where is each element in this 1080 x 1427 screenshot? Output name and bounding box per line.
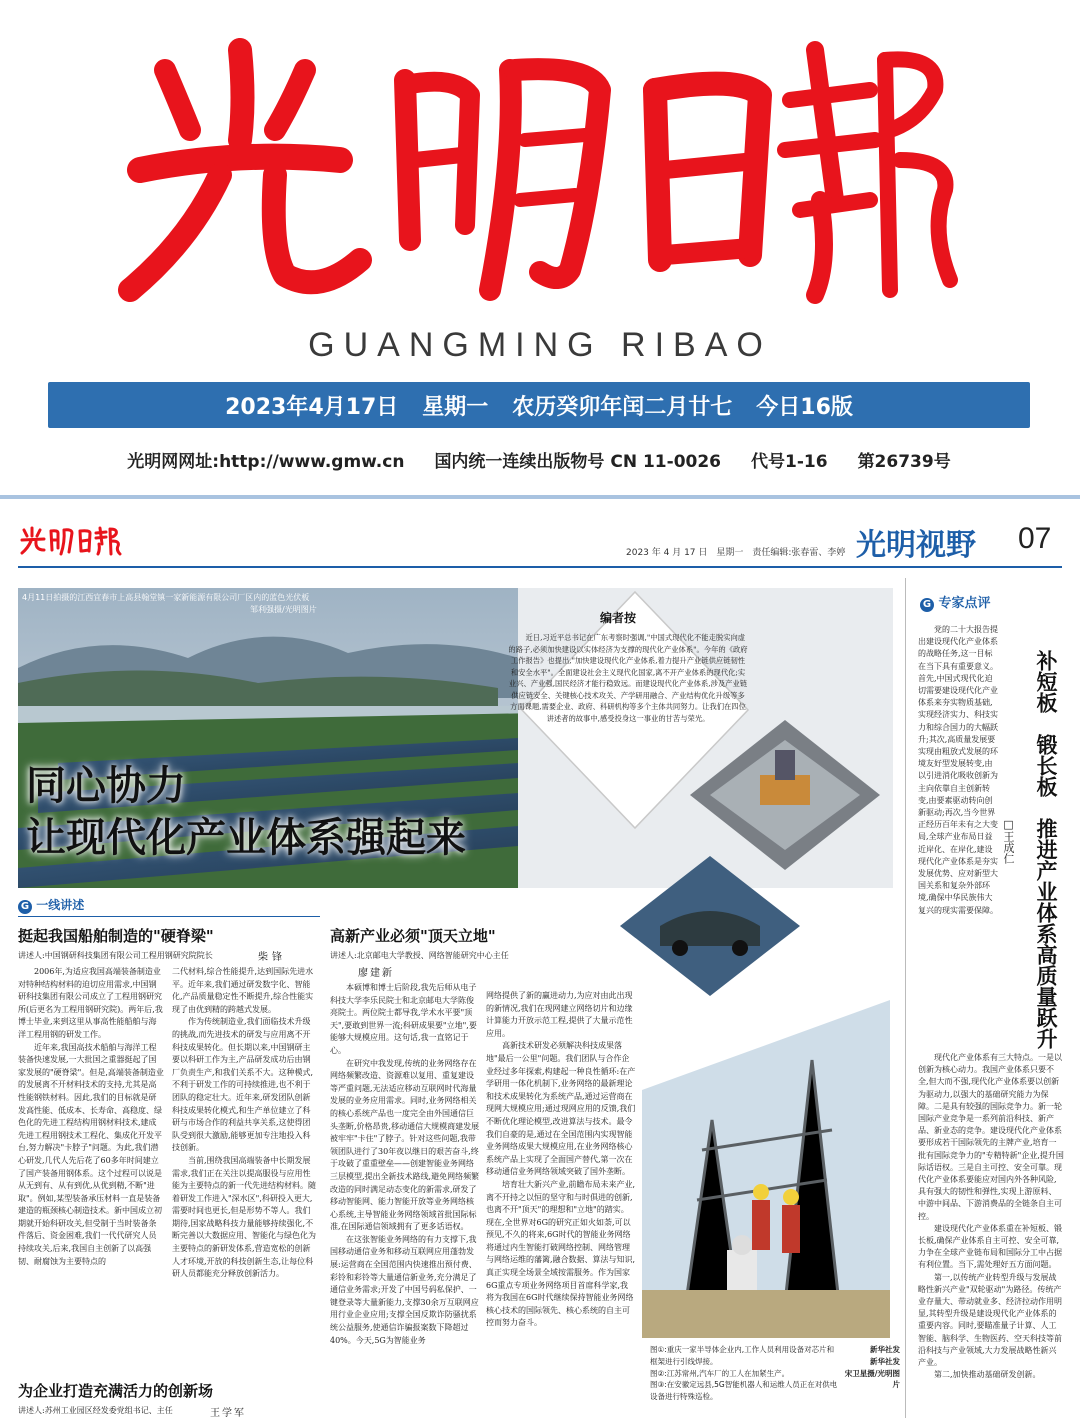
- section-rule: [18, 916, 320, 917]
- article-byline: 讲述人:北京邮电大学教授、网络智能研究中心主任: [330, 951, 509, 960]
- photo-caption: 图②:江苏常州,汽车厂的工人在加紧生产。: [650, 1368, 790, 1378]
- editor-note-body: 近日,习近平总书记在广东考察时强调,"中国式现代化不能走脱实向虚的路子,必须加快建设以实体经济为支撑的现代化产业体系"。今年的《政府工作报告》也提出,"加快建设现代化产业体系,着力提升产业链供应链韧性和安全水平"。全面建设社会主义现代化国家,离不开产业体系的现代化;实业兴、产业强,国民经济才能行稳致远。而建设现代化产业体系,涉及产业链供应链安全、关键核心技术攻关、产学研用融合、产业结构优化升级等多方面课题,需要企业、政府、科研机构等多个主体共同努力。让我们在四位讲述者的故事中,感受投身这一事业的甘苦与荣光。: [508, 633, 748, 723]
- weekday-text: 星期一: [422, 394, 489, 420]
- page-date-editor: 2023 年 4 月 17 日 星期一 责任编辑:张春雷、李婷: [626, 548, 846, 558]
- frontline-tag-label: 一线讲述: [36, 898, 85, 912]
- article-author: 柴锋: [258, 952, 286, 963]
- photo-credit: 新华社发: [870, 1345, 900, 1354]
- masthead-pinyin: GUANGMING RIBAO: [308, 326, 772, 364]
- power-inspection-photo: [642, 1000, 890, 1338]
- publication-info: [48, 447, 1030, 472]
- date-bar: [48, 382, 1030, 428]
- article-body-column: 二代材料,综合性能提升,达到国际先进水平。近年来,我们通过研发数字化、智能化,产品质量稳定性不断提升,综合性能实现了由优到精的跨越式发展。 作为传统制造业,我们面临技术升级的挑战,而先进技术的研发与应用离不开科技成果转化。但长期以来,中国钢研主要以科研工作为主,产品研发成功后由钢厂负责生产,和我们关系不大。这种模式,不利于研发工作的可持续推进,也不利于团队的稳定壮大。近年来,研发团队创新科技成果转化模式,和生产单位建立了科研与市场合作的利益共享关系,这使得团队受到很大激励,能够更加专注地投入科技创新。 当前,围绕我国高端装备中长期发展需求,我们正在关注以提高服役与应用性能为主要特点的新一代先进结构材料。随着研发工作进入"深水区",科研投入更大,需要时间也更长,但是形势不等人。我们期待,国家战略科技力量能够持续强化,不断完善以大数据应用、智能化与绿色化为主要特点的新研发体系,营造宽松的创新人才环境,开放的科技创新生态,让每位科研人员都能充分释放创新活力。: [172, 967, 316, 1279]
- website-text: 光明网网址:http://www.gmw.cn: [127, 452, 405, 472]
- page-number: 07: [1018, 522, 1052, 555]
- article-title-high-tech: 高新产业必须"顶天立地": [330, 927, 496, 945]
- page-headline: [26, 760, 466, 864]
- headline-line-1: 同心协力: [26, 762, 186, 809]
- expert-tag-label: 专家点评: [938, 596, 991, 611]
- page-header-logo: [18, 524, 128, 556]
- g-badge-icon: G: [920, 598, 934, 612]
- masthead-calligraphy-logo: [70, 10, 970, 310]
- header-rule: [18, 566, 1062, 568]
- photo-credit: 宋卫星摄/光明图片: [844, 1368, 900, 1390]
- article-byline: 讲述人:苏州工业园区经发委党组书记、主任: [18, 1406, 173, 1415]
- date-text: 2023年4月17日: [225, 394, 399, 420]
- photo-caption: 图③:在安徽定远县,5G智能机器人和运维人员正在对供电设备进行特殊巡检。: [650, 1380, 838, 1402]
- article-body-column: 网络提供了新的赢进动力,为应对由此出现的新情况,我们在现网建立网络切片和边缘计算能力开放示范工程,提供了大量示范性应用。 高新技术研发必须解决科技成果落地"最后一公里"问题。我们团队与合作企业经过多年探索,构建起一种良性循环:在产学研用一体化机制下,业务网络的最新理论和技术成果转化为系统产品,通过运营商在现网大规模应用;通过现网应用的反馈,我们不断优化理论模型,改进算法与技术。最令我们自豪的是,通过在全国范围内实现智能业务网络成果大规模应用,在业务网络核心系统产品上实现了全面国产替代,第一次在移动通信业务网络领域突破了国外垄断。 培育壮大新兴产业,前瞻布局未来产业,离不开持之以恒的坚守和与时俱进的创新,也离不开"顶天"的理想和"立地"的踏实。现在,全世界对6G的研究正如火如荼,可以预见,不久的将来,6G时代的智能业务网络将通过内生智能打破网络控制、网络管理与网络运维的藩篱,融合数据、算法与知识,真正实现全场景全域按需服务。作为国家6G重点专项业务网络项目首席科学家,我将为我国在6G时代继续保持智能业务网络核心技术的国际领先、核心系统的自主可控而努力奋斗。: [486, 991, 636, 1328]
- separator-band: [0, 495, 1080, 499]
- edition-count-text: 今日16版: [756, 394, 853, 420]
- expert-body-top: 党的二十大报告提出建设现代化产业体系的战略任务,这一目标在当下具有重要意义。首先,中国式现代化迫切需要建设现代化产业体系来夯实物质基础,实现经济实力、科技实力和综合国力的大幅跃升;其次,高质量发展要实现由粗放式发展的环境友好型发展转变,由以引进消化吸收创新为主向依靠自主创新转变,由要素驱动转向创新驱动;再次,当今世界正经历百年未有之大变局,全球产业布局日益近岸化、在岸化,建设现代化产业体系是夯实发展优势、应对新型大国关系和复杂外部环境,确保中华民族伟大复兴的现实需要保障。: [918, 625, 998, 915]
- photo-caption: 图①:重庆一家半导体企业内,工作人员利用设备对芯片和框架进行引线焊接。: [650, 1345, 835, 1366]
- expert-section-tag: [920, 592, 991, 612]
- article-title-shipbuilding: 挺起我国船舶制造的"硬脊梁": [18, 927, 214, 945]
- article-author: 王学军: [210, 1408, 246, 1419]
- article-author: 廖建新: [358, 968, 394, 979]
- photo-credit: 新华社发: [870, 1356, 900, 1366]
- main-photo-credit: 邹利强摄/光明图片: [250, 605, 317, 614]
- car-factory-photo: [620, 856, 800, 996]
- expert-article-title: 补短板 锻长板 推进产业体系高质量跃升: [1034, 650, 1059, 1049]
- frontline-section-tag: [18, 896, 84, 914]
- expert-author: □王成仁: [1002, 818, 1015, 864]
- editor-note-title: 编者按: [600, 611, 637, 625]
- article-byline: 讲述人:中国钢研科技集团有限公司工程用钢研究院院长: [18, 951, 213, 960]
- lunar-date-text: 农历癸卯年闰二月廿七: [512, 394, 733, 420]
- issue-number-text: 第26739号: [857, 452, 951, 472]
- main-photo-caption: 4月11日拍摄的江西宜春市上高县翰堂镇一家新能源有限公司厂区内的蓝色光伏板: [22, 593, 310, 602]
- article-title-innovation: 为企业打造充满活力的创新场: [18, 1382, 214, 1400]
- article-body-column: 2006年,为适应我国高端装备制造业对特种结构材料的迫切应用需求,中国钢研科技集团有限公司成立了工程用钢研究所(后更名为工程用钢研究院)。两年后,我博士毕业,来到这里从事高性能船舶与海洋工程用钢的研发工作。 近年来,我国高技术船舶与海洋工程装备快速发展,一大批国之重器挺起了国家发展的"硬脊梁"。但是,高端装备制造业的发展离不开材料技术的支持,尤其是高性能钢铁材料。因此,我们的目标就是研发高性能、低成本、长寿命、高稳度、绿色化的先进工程结构用钢材料技术,建成先进工程用钢技术工程化、集成化开发平台,努力解决"卡脖子"问题。为此,我们潜心研发,几代人先后花了60多年时间建立了国产装备用钢体系。这个过程可以说是从无到有、从有到优,从优到精,不断"进取"。例如,某型装备承压材料一直是装备建造的瓶颈核心制造技术。新中国成立初期就开始科研攻关,但受制于当时装备条件落后、资金困难,我们一代代研究人员持续攻关,后来,我国自主创新了以高强韧、耐腐蚀为主要特点的: [18, 967, 164, 1266]
- issn-text: 国内统一连续出版物号 CN 11-0026: [434, 452, 722, 472]
- article-body-column: 本硕博和博士后阶段,我先后师从电子科技大学李乐民院士和北京邮电大学陈俊亮院士。两位院士都导我,学术水平要"顶天",要敢到世界一流;科研成果要"立地",要能够大规模应用。这句话,我一直铭记于心。 在研究中我发现,传统的业务网络存在网络频繁改造、资源难以复用、重复建设等严重问题,无法适应移动互联网时代海量发展的业务应用需求。同时,业务网络相关的核心系统产品也一度完全由外国通信巨头垄断,价格昂贵,移动通信大规模商建发展被牢牢"卡住"了脖子。针对这些问题,我带领团队进行了30年夜以继日的艰苦奋斗,终于攻破了重重壁垒——创建智能业务网络三层模型,提出全新技术路线,避免网络频繁改造的同时满足动态变化的新需求,研发了移动智能网、能力智能开放等业务网络核心系统,主导智能业务网络领域首批国际标准,在国际通信领域拥有了更多话语权。 在这张智能业务网络的有力支撑下,我国移动通信业务和移动互联网应用蓬勃发展:运营商在全国范围内快速推出预付费、彩铃和彩铃等大量通信新业务,充分满足了通信业务需求;开发了中国号码私保护、一键登录等大量新能力,支撑30余万互联网应用行业企业应用;支撑全国反欺诈防骚扰系统公益服务,使通信诈骗报案数下降超过40%。今天,5G为智能业务: [330, 983, 480, 1345]
- chip-bonding-photo: [690, 720, 880, 870]
- g-badge-icon: G: [18, 900, 32, 914]
- photo-credits: [840, 1344, 900, 1391]
- section-title: 光明视野: [856, 528, 976, 563]
- headline-line-2: 让现代化产业体系强起来: [26, 814, 466, 861]
- postal-code-text: 代号1-16: [751, 452, 828, 472]
- column-divider: [905, 578, 906, 1418]
- expert-body-bottom: 现代化产业体系有三大特点。一是以创新为核心动力。我国产业体系只要不全,但大而不强,现代化产业体系要以创新为驱动力,以强大的基础研究能力为保障。二是具有较强的国际竞争力。新一轮国际产业竞争是一系列前沿科技、新产品、新业态的竞争。建设现代化产业体系要形成若干国际领先的主牌产业,培育一批有国际竞争力的"专精特新"企业,提升国际话语权。三是自主可控、安全可靠。现代化产业体系要能应对国内外各种风险,具有强大的韧性和弹性,实现上游原料、中游中间品、下游消费品的全链条自主可控。 建设现代化产业体系重在补短板、锻长板,确保产业体系自主可控、安全可靠,力争在全球产业链布局和国际分工中占据有利位置。当下,需处理好五方面问题。 第一,以传统产业转型升级与发展战略性新兴产业"双轮驱动"为路径。传统产业存量大、带动就业多、经济拉动作用明显,其转型升级是建设现代化产业体系的重要内容。同时,要瞄准量子计算、人工智能、脑科学、生物医药、空天科技等前沿科技与产业领域,大力发展战略性新兴产业。 第二,加快推动基础研发创新。: [918, 1053, 1064, 1380]
